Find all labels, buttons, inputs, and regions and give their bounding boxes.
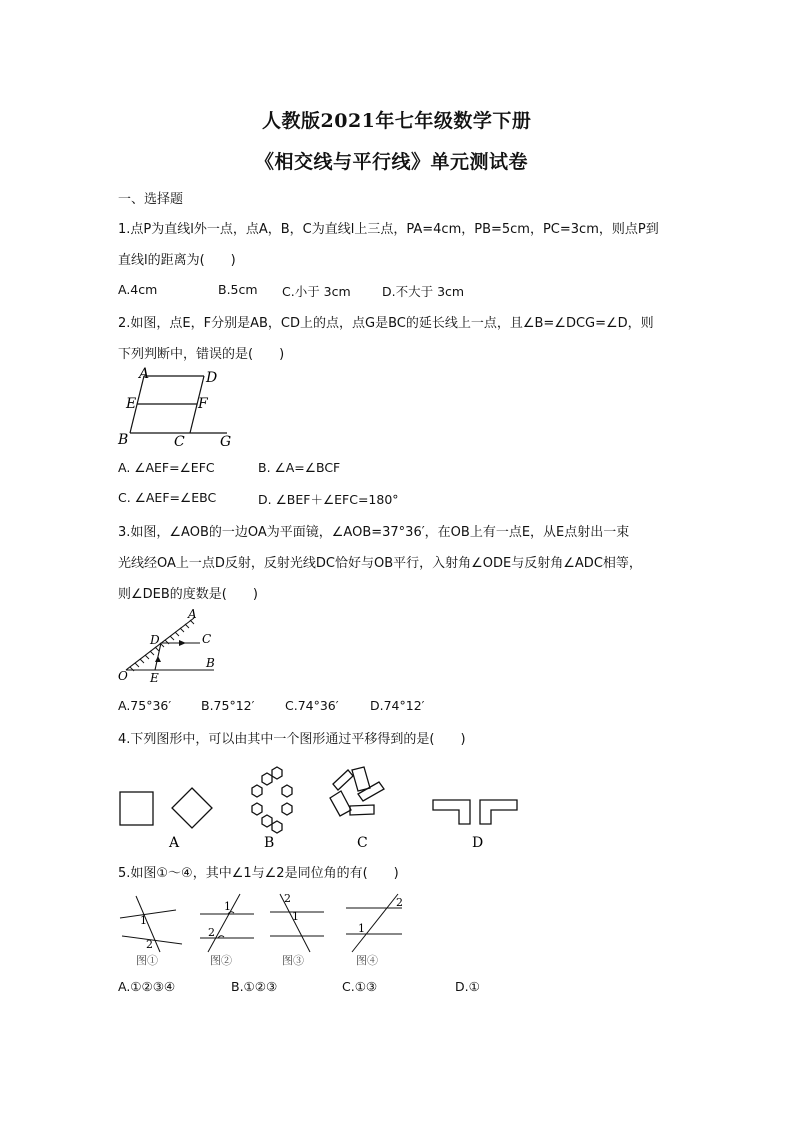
q3-option-b: B.75°12′ bbox=[201, 698, 255, 713]
q5-fig1-angle1: 1 bbox=[140, 914, 147, 927]
q2-option-c: C. ∠AEF=∠EBC bbox=[118, 490, 217, 505]
q2-option-d: D. ∠BEF＋∠EFC=180° bbox=[258, 492, 399, 507]
q2-label-f: F bbox=[198, 396, 208, 412]
q5-fig3-angle2: 2 bbox=[284, 892, 291, 905]
q5-fig1-angle2: 2 bbox=[146, 938, 153, 951]
q5-angle-figures bbox=[114, 888, 414, 970]
q2-option-a: A. ∠AEF=∠EFC bbox=[118, 460, 215, 475]
q5-fig2-angle2: 2 bbox=[208, 926, 215, 939]
q3-label-e: E bbox=[150, 671, 159, 685]
q5-fig4-angle1: 1 bbox=[358, 922, 365, 935]
q5-caption-2: 图② bbox=[210, 954, 232, 967]
q2-label-b: B bbox=[118, 432, 129, 448]
q2-label-d: D bbox=[206, 370, 218, 386]
q5-fig3-angle1: 1 bbox=[292, 910, 299, 923]
q4-label-a: A bbox=[169, 835, 180, 851]
q5-option-c: C.①③ bbox=[342, 979, 378, 994]
page-title: 人教版2021年七年级数学下册 bbox=[262, 110, 532, 132]
q2-label-g: G bbox=[220, 434, 232, 450]
q3-option-a: A.75°36′ bbox=[118, 698, 172, 713]
q1-text-line2: 直线l的距离为( ) bbox=[118, 253, 236, 268]
q3-option-d: D.74°12′ bbox=[370, 698, 425, 713]
q5-caption-3: 图③ bbox=[282, 954, 304, 967]
q4-label-d: D bbox=[472, 835, 484, 851]
q1-option-d: D.不大于 3cm bbox=[382, 284, 465, 299]
section-heading: 一、选择题 bbox=[118, 192, 184, 207]
q5-caption-1: 图① bbox=[136, 954, 158, 967]
q3-text-line3: 则∠DEB的度数是( ) bbox=[118, 587, 258, 602]
q3-option-c: C.74°36′ bbox=[285, 698, 339, 713]
q2-label-e: E bbox=[126, 396, 137, 412]
q3-incident-arrow-icon bbox=[155, 656, 161, 662]
q1-option-a: A.4cm bbox=[118, 282, 158, 297]
q3-label-a: A bbox=[188, 608, 197, 621]
q3-label-o: O bbox=[118, 669, 128, 683]
q5-option-a: A.①②③④ bbox=[118, 979, 176, 994]
q4-shapes-figure bbox=[112, 758, 532, 854]
q3-text-line1: 3.如图，∠AOB的一边OA为平面镜，∠AOB=37°36′，在OB上有一点E，从E点射出一束 bbox=[118, 525, 630, 540]
q2-label-a: A bbox=[139, 366, 150, 382]
q3-ray-arrow-icon bbox=[179, 640, 186, 646]
q2-text-line1: 2.如图，点E，F分别是AB，CD上的点，点G是BC的延长线上一点，且∠B=∠DCG=∠D，则 bbox=[118, 316, 654, 331]
q5-caption-4: 图④ bbox=[356, 954, 378, 967]
q1-option-c: C.小于 3cm bbox=[282, 284, 351, 299]
q2-text-line2: 下列判断中，错误的是( ) bbox=[118, 347, 285, 362]
q5-text-line1: 5.如图①～④，其中∠1与∠2是同位角的有( ) bbox=[118, 866, 399, 881]
q3-mirror-figure bbox=[112, 608, 222, 688]
q2-parallelogram-figure bbox=[112, 366, 242, 450]
q4-label-b: B bbox=[264, 835, 275, 851]
q3-label-c: C bbox=[202, 632, 212, 646]
q5-option-d: D.① bbox=[455, 979, 480, 994]
q2-option-b: B. ∠A=∠BCF bbox=[258, 460, 341, 475]
q5-option-b: B.①②③ bbox=[231, 979, 278, 994]
q1-option-b: B.5cm bbox=[218, 282, 258, 297]
q3-text-line2: 光线经OA上一点D反射，反射光线DC恰好与OB平行，入射角∠ODE与反射角∠ADC相等， bbox=[118, 556, 642, 571]
q3-label-d: D bbox=[150, 633, 160, 647]
page-subtitle: 《相交线与平行线》单元测试卷 bbox=[255, 151, 529, 173]
q3-label-b: B bbox=[206, 656, 215, 670]
q5-fig2-angle1: 1 bbox=[224, 900, 231, 913]
q4-label-c: C bbox=[357, 835, 368, 851]
q4-text-line1: 4.下列图形中，可以由其中一个图形通过平移得到的是( ) bbox=[118, 732, 466, 747]
q5-fig4-angle2: 2 bbox=[396, 896, 403, 909]
q2-label-c: C bbox=[174, 434, 185, 450]
q1-text-line1: 1.点P为直线l外一点，点A，B，C为直线l上三点，PA=4cm，PB=5cm，PC=3cm，则点P到 bbox=[118, 222, 659, 237]
